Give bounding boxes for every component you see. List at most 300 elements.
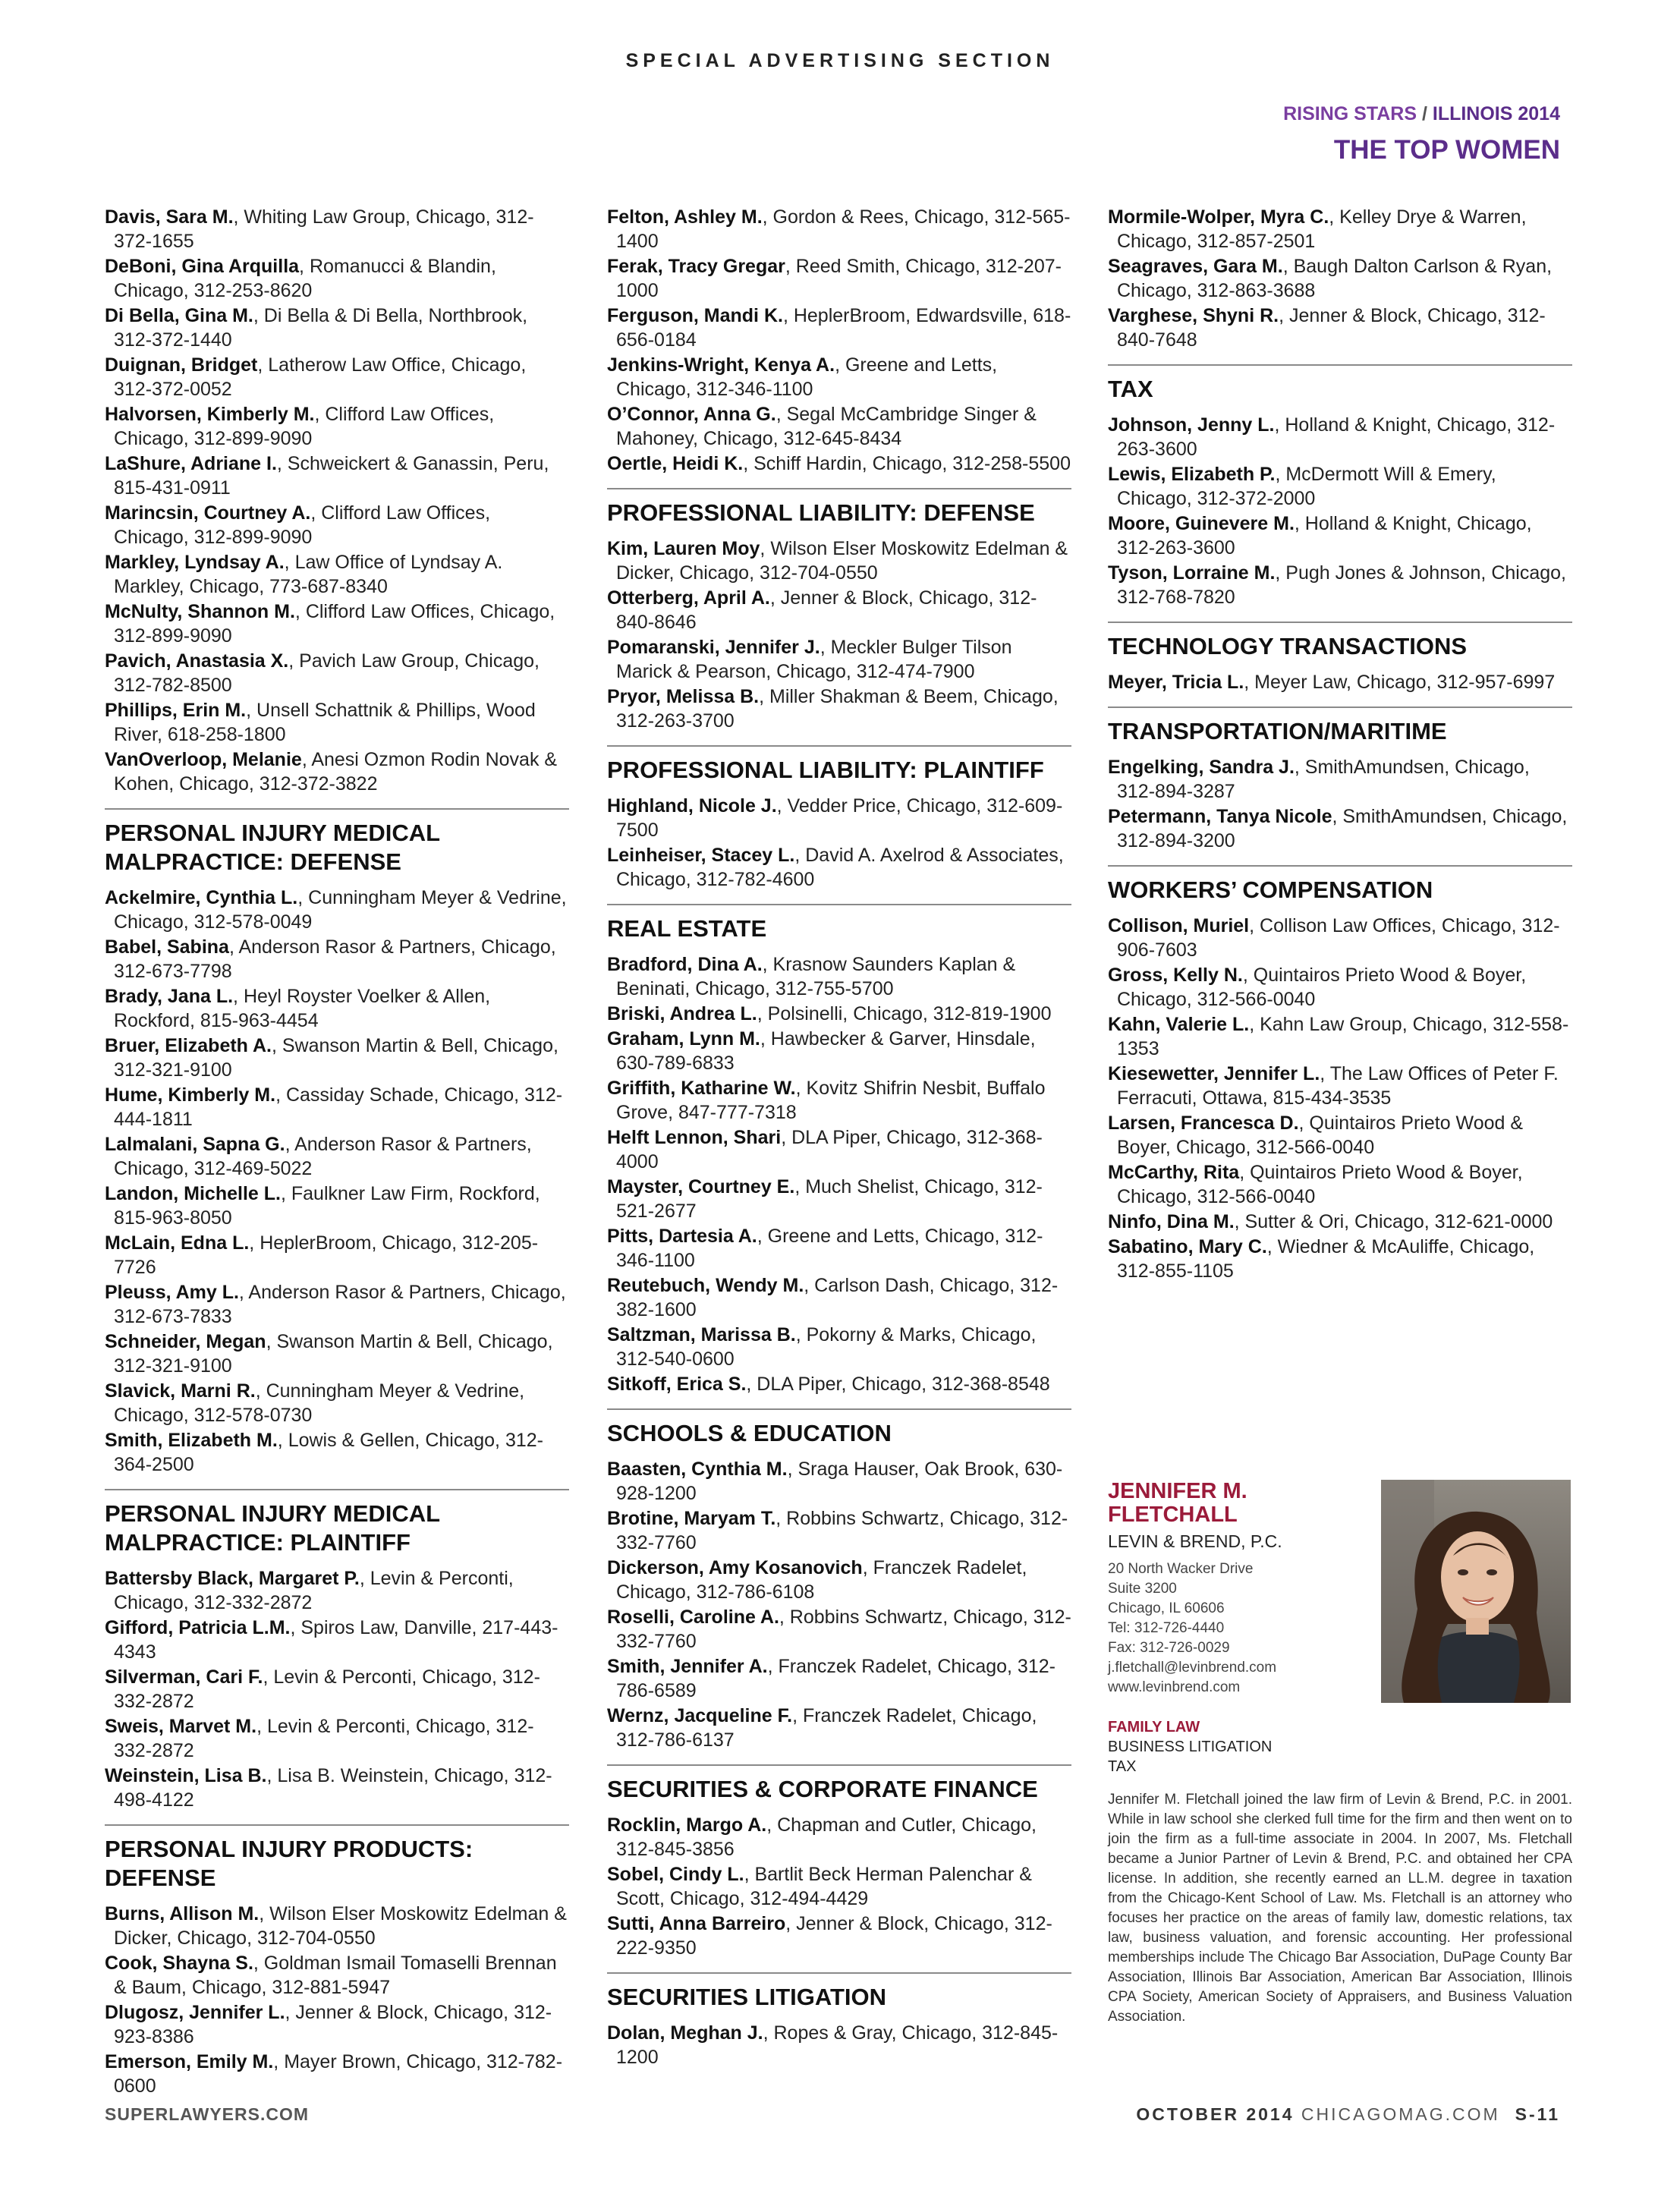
attorney-name: Hume, Kimberly M.: [105, 1084, 276, 1106]
attorney-listing: [105, 886, 569, 934]
attorney-listing: [1108, 670, 1572, 694]
attorney-listing: [607, 1002, 1071, 1026]
attorney-firm-contact: , Wilson Elser Moskowitz Edelman & Dicker, Chicago, 312-704-0550: [616, 538, 1068, 584]
attorney-name: Pomaranski, Jennifer J.: [607, 637, 820, 658]
attorney-firm-contact: , Robbins Schwartz, Chicago, 312-332-7760: [616, 1607, 1071, 1652]
magazine-site: CHICAGOMAG.COM: [1301, 2104, 1500, 2124]
attorney-name: Sabatino, Mary C.: [1108, 1236, 1267, 1257]
attorney-listing: [607, 1704, 1071, 1752]
attorney-firm-contact: , Spiros Law, Danville, 217-443-4343: [114, 1617, 558, 1663]
footer-website-link[interactable]: SUPERLAWYERS.COM: [105, 2104, 310, 2124]
attorney-firm-contact: , The Law Offices of Peter F. Ferracuti, Ottawa, 815-434-3535: [1117, 1063, 1559, 1109]
attorney-firm-contact: , McDermott Will & Emery, Chicago, 312-372-2000: [1117, 464, 1496, 509]
attorney-name: Phillips, Erin M.: [105, 700, 247, 721]
attorney-name: Ferguson, Mandi K.: [607, 305, 783, 326]
attorney-name: McNulty, Shannon M.: [105, 601, 295, 622]
attorney-firm-contact: , Pugh Jones & Johnson, Chicago, 312-768-7820: [1117, 562, 1566, 608]
attorney-firm-contact: , Miller Shakman & Beem, Chicago, 312-263-3700: [616, 686, 1059, 732]
profile-firm: LEVIN & BREND, P.C.: [1108, 1531, 1282, 1551]
attorney-listing: [607, 1027, 1071, 1075]
attorney-listing: [1108, 205, 1572, 253]
attorney-firm-contact: , Lisa B. Weinstein, Chicago, 312-498-4122: [114, 1765, 552, 1811]
section-divider: [1108, 622, 1572, 623]
attorney-firm-contact: , David A. Axelrod & Associates, Chicago, 312-782-4600: [616, 845, 1064, 890]
attorney-listing: [105, 1182, 569, 1230]
attorney-name: Dolan, Meghan J.: [607, 2022, 763, 2044]
attorney-listing: [607, 1372, 1071, 1396]
attorney-listing: [607, 684, 1071, 733]
rising-stars-label: RISING STARS: [1283, 103, 1417, 124]
section-heading: PERSONAL INJURY MEDICAL MALPRACTICE: DEFENSE: [105, 820, 440, 875]
attorney-firm-contact: , Clifford Law Offices, Chicago, 312-899-9090: [114, 601, 555, 647]
attorney-listing: [105, 1231, 569, 1279]
attorney-firm-contact: , Mayer Brown, Chicago, 312-782-0600: [114, 2051, 563, 2097]
attorney-firm-contact: , Greene and Letts, Chicago, 312-346-1100: [616, 354, 998, 400]
attorney-firm-contact: , Greene and Letts, Chicago, 312-346-1100: [616, 1226, 1043, 1271]
attorney-name: Emerson, Emily M.: [105, 2051, 274, 2072]
attorney-listing: [105, 1764, 569, 1812]
attorney-listing: [1108, 963, 1572, 1012]
attorney-name: Pavich, Anastasia X.: [105, 650, 289, 672]
attorney-name: Ferak, Tracy Gregar: [607, 256, 785, 277]
attorney-name: Sitkoff, Erica S.: [607, 1374, 747, 1395]
section-heading: SCHOOLS & EDUCATION: [607, 1420, 892, 1446]
attorney-name: Brady, Jana L.: [105, 986, 234, 1007]
listing-column-2: [607, 205, 1071, 2070]
attorney-firm-contact: , HeplerBroom, Edwardsville, 618-656-0184: [616, 305, 1071, 351]
state-year-label: ILLINOIS 2014: [1432, 103, 1560, 124]
attorney-listing: [607, 1862, 1071, 1911]
attorney-listing: [1108, 804, 1572, 853]
attorney-firm-contact: , Whiting Law Group, Chicago, 312-372-1655: [114, 206, 534, 252]
attorney-firm-contact: , Jenner & Block, Chicago, 312-222-9350: [616, 1913, 1052, 1959]
attorney-listing: [105, 984, 569, 1033]
address-line: Suite 3200: [1108, 1581, 1177, 1597]
attorney-name: Roselli, Caroline A.: [607, 1607, 779, 1628]
primary-practice-area: FAMILY LAW: [1108, 1719, 1200, 1736]
section-heading: PROFESSIONAL LIABILITY: DEFENSE: [607, 499, 1035, 526]
attorney-listing: [607, 353, 1071, 401]
attorney-name: Pryor, Melissa B.: [607, 686, 760, 707]
attorney-name: DeBoni, Gina Arquilla: [105, 256, 300, 277]
attorney-listing: [105, 1330, 569, 1378]
attorney-name: Ninfo, Dina M.: [1108, 1211, 1235, 1232]
attorney-name: Pitts, Dartesia A.: [607, 1226, 757, 1247]
attorney-name: Moore, Guinevere M.: [1108, 513, 1295, 534]
attorney-name: Felton, Ashley M.: [607, 206, 763, 228]
section-divider: [1108, 706, 1572, 708]
attorney-firm-contact: , Chapman and Cutler, Chicago, 312-845-3856: [616, 1814, 1037, 1860]
attorney-name: Smith, Jennifer A.: [607, 1656, 768, 1677]
attorney-firm-contact: , Jenner & Block, Chicago, 312-923-8386: [114, 2002, 552, 2047]
attorney-name: Briski, Andrea L.: [607, 1003, 757, 1024]
attorney-firm-contact: , Krasnow Saunders Kaplan & Beninati, Chicago, 312-755-5700: [616, 954, 1016, 999]
attorney-listing: [607, 1556, 1071, 1604]
attorney-firm-contact: , Pavich Law Group, Chicago, 312-782-8500: [114, 650, 540, 696]
attorney-name: Larsen, Francesca D.: [1108, 1112, 1299, 1134]
attorney-firm-contact: , Holland & Knight, Chicago, 312-263-3600: [1117, 414, 1556, 460]
profile-name-line2: FLETCHALL: [1108, 1503, 1238, 1527]
fax-line: Fax: 312-726-0029: [1108, 1640, 1230, 1656]
attorney-profile: [1108, 1480, 1572, 2027]
attorney-name: Battersby Black, Margaret P.: [105, 1568, 360, 1589]
attorney-listing: [607, 205, 1071, 253]
phone-line: Tel: 312-726-4440: [1108, 1620, 1225, 1636]
attorney-name: Johnson, Jenny L.: [1108, 414, 1275, 436]
attorney-listing: [1108, 1062, 1572, 1110]
attorney-firm-contact: , Kahn Law Group, Chicago, 312-558-1353: [1117, 1014, 1569, 1059]
attorney-name: Petermann, Tanya Nicole: [1108, 806, 1332, 827]
attorney-name: Oertle, Heidi K.: [607, 453, 744, 474]
attorney-name: McLain, Edna L.: [105, 1232, 250, 1254]
attorney-name: Mayster, Courtney E.: [607, 1176, 795, 1197]
attorney-name: Bruer, Elizabeth A.: [105, 1035, 272, 1056]
attorney-firm-contact: , Schiff Hardin, Chicago, 312-258-5500: [743, 453, 1071, 474]
attorney-listing: [607, 1224, 1071, 1273]
attorney-firm-contact: , Quintairos Prieto Wood & Boyer, Chicago, 312-566-0040: [1117, 1112, 1524, 1158]
section-heading: REAL ESTATE: [607, 915, 767, 942]
attorney-firm-contact: , Bartlit Beck Herman Palenchar & Scott, Chicago, 312-494-4429: [616, 1864, 1032, 1909]
attorney-listing: [607, 2021, 1071, 2069]
section-divider: [1108, 865, 1572, 867]
attorney-firm-contact: , Jenner & Block, Chicago, 312-840-8646: [616, 587, 1037, 633]
attorney-firm-contact: , Holland & Knight, Chicago, 312-263-3600: [1117, 513, 1532, 559]
attorney-listing: [105, 1083, 569, 1131]
attorney-listing: [1108, 462, 1572, 511]
attorney-name: Slavick, Marni R.: [105, 1380, 256, 1402]
attorney-listing: [105, 205, 569, 253]
attorney-name: Seagraves, Gara M.: [1108, 256, 1283, 277]
attorney-listing: [105, 1379, 569, 1427]
attorney-listing: [105, 1951, 569, 2000]
attorney-listing: [607, 1457, 1071, 1506]
attorney-listing: [607, 1912, 1071, 1960]
attorney-firm-contact: , Schweickert & Ganassin, Peru, 815-431-0911: [114, 453, 549, 499]
attorney-listing: [607, 1506, 1071, 1555]
section-divider: [607, 1764, 1071, 1766]
attorney-firm-contact: , Unsell Schattnik & Phillips, Wood River, 618-258-1800: [114, 700, 536, 745]
attorney-firm-contact: , Pokorny & Marks, Chicago, 312-540-0600: [616, 1324, 1037, 1370]
attorney-firm-contact: , Anesi Ozmon Rodin Novak & Kohen, Chicago, 312-372-3822: [114, 749, 558, 795]
attorney-listing: [607, 952, 1071, 1001]
attorney-firm-contact: , Faulkner Law Firm, Rockford, 815-963-8050: [114, 1183, 540, 1229]
attorney-listing: [105, 1034, 569, 1082]
attorney-name: Jenkins-Wright, Kenya A.: [607, 354, 835, 376]
attorney-firm-contact: , Goldman Ismail Tomaselli Brennan & Baum, Chicago, 312-881-5947: [114, 1953, 557, 1998]
section-divider: [607, 1972, 1071, 1974]
attorney-listing: [105, 747, 569, 796]
attorney-listing: [1108, 511, 1572, 560]
attorney-listing: [105, 402, 569, 451]
attorney-firm-contact: , Lowis & Gellen, Chicago, 312-364-2500: [114, 1430, 543, 1475]
attorney-listing: [105, 698, 569, 747]
attorney-firm-contact: , Clifford Law Offices, Chicago, 312-899-9090: [114, 502, 491, 548]
attorney-name: Lalmalani, Sapna G.: [105, 1134, 285, 1155]
attorney-name: Lewis, Elizabeth P.: [1108, 464, 1276, 485]
attorney-listing: [105, 1428, 569, 1477]
attorney-firm-contact: , Law Office of Lyndsay A. Markley, Chicago, 773-687-8340: [114, 552, 503, 597]
practice-area: BUSINESS LITIGATION: [1108, 1739, 1273, 1755]
attorney-listing: [105, 501, 569, 549]
attorney-firm-contact: , Wilson Elser Moskowitz Edelman & Dicker, Chicago, 312-704-0550: [114, 1903, 567, 1949]
attorney-name: Weinstein, Lisa B.: [105, 1765, 267, 1786]
section-heading: SECURITIES & CORPORATE FINANCE: [607, 1776, 1038, 1802]
attorney-firm-contact: , Hawbecker & Garver, Hinsdale, 630-789-6833: [616, 1028, 1036, 1074]
attorney-listing: [607, 1273, 1071, 1322]
attorney-name: Ackelmire, Cynthia L.: [105, 887, 298, 908]
attorney-name: Bradford, Dina A.: [607, 954, 763, 975]
attorney-name: Kahn, Valerie L.: [1108, 1014, 1250, 1035]
attorney-firm-contact: , Meckler Bulger Tilson Marick & Pearson, Chicago, 312-474-7900: [616, 637, 1012, 682]
attorney-name: Schneider, Megan: [105, 1331, 266, 1352]
profile-name-line1: JENNIFER M.: [1108, 1479, 1247, 1503]
attorney-firm-contact: , Franczek Radelet, Chicago, 312-786-6137: [616, 1705, 1037, 1751]
attorney-listing: [607, 452, 1071, 476]
attorney-firm-contact: , Levin & Perconti, Chicago, 312-332-2872: [114, 1568, 514, 1613]
profile-bio: Jennifer M. Fletchall joined the law firm of Levin & Brend, P.C. in 2001. While in law school she clerked full time for the firm and then went on to join the firm as a full-time associate in 2004. In 2007, Ms. Fletchall became a Junior Partner of Levin & Brend, P.C. and obtained her CPA license. In addition, she recently earned an LL.M. degree in taxation from the Chicago-Kent School of Law. Ms. Fletchall is an attorney who focuses her practice on the areas of family law, domestic relations, tax law, business valuation, and forensic accounting. Her professional memberships include The Chicago Bar Association, DuPage County Bar Association, Illinois Bar Association, American Bar Association, Illinois CPA Society, American Society of Appraisers, and Business Valuation Association.: [1108, 1792, 1572, 2025]
attorney-listing: [105, 1280, 569, 1329]
attorney-name: Graham, Lynn M.: [607, 1028, 760, 1050]
attorney-name: Gifford, Patricia L.M.: [105, 1617, 291, 1638]
attorney-firm-contact: , DLA Piper, Chicago, 312-368-8548: [746, 1374, 1050, 1395]
issue-date: OCTOBER 2014: [1136, 2104, 1295, 2124]
attorney-firm-contact: , DLA Piper, Chicago, 312-368-4000: [616, 1127, 1043, 1172]
attorney-listing: [607, 1605, 1071, 1654]
attorney-firm-contact: , Reed Smith, Chicago, 312-207-1000: [616, 256, 1062, 301]
attorney-firm-contact: , Clifford Law Offices, Chicago, 312-899-9090: [114, 404, 495, 449]
attorney-firm-contact: , Cunningham Meyer & Vedrine, Chicago, 312-578-0730: [114, 1380, 525, 1426]
attorney-firm-contact: , Robbins Schwartz, Chicago, 312-332-7760: [616, 1508, 1068, 1553]
attorney-name: Helft Lennon, Shari: [607, 1127, 782, 1148]
address-line: Chicago, IL 60606: [1108, 1600, 1225, 1616]
attorney-listing: [105, 1714, 569, 1763]
section-divider: [105, 808, 569, 810]
attorney-name: Silverman, Cari F.: [105, 1666, 263, 1688]
attorney-name: Burns, Allison M.: [105, 1903, 260, 1924]
attorney-listing: [105, 599, 569, 648]
attorney-listing: [105, 254, 569, 303]
listing-column-3: [1108, 205, 1572, 1284]
practice-areas: [1108, 1717, 1572, 1776]
attorney-firm-contact: , Meyer Law, Chicago, 312-957-6997: [1244, 672, 1556, 693]
attorney-listing: [105, 649, 569, 697]
attorney-listing: [1108, 561, 1572, 609]
attorney-listing: [607, 586, 1071, 634]
attorney-name: Landon, Michelle L.: [105, 1183, 281, 1204]
attorney-listing: [105, 1665, 569, 1714]
attorney-firm-contact: , Kelley Drye & Warren, Chicago, 312-857-2501: [1117, 206, 1527, 252]
attorney-firm-contact: , Sutter & Ori, Chicago, 312-621-0000: [1234, 1211, 1553, 1232]
attorney-name: Tyson, Lorraine M.: [1108, 562, 1276, 584]
attorney-name: O’Connor, Anna G.: [607, 404, 776, 425]
attorney-name: Varghese, Shyni R.: [1108, 305, 1279, 326]
attorney-listing: [1108, 1210, 1572, 1234]
section-heading: TRANSPORTATION/MARITIME: [1108, 718, 1447, 744]
attorney-listing: [1108, 1235, 1572, 1283]
attorney-firm-contact: , Sraga Hauser, Oak Brook, 630-928-1200: [616, 1459, 1063, 1504]
attorney-name: Gross, Kelly N.: [1108, 965, 1243, 986]
attorney-listing: [607, 304, 1071, 352]
section-heading: TAX: [1108, 376, 1153, 402]
attorney-firm-contact: , Levin & Perconti, Chicago, 312-332-2872: [114, 1716, 534, 1761]
attorney-listing: [105, 1132, 569, 1181]
section-divider: [607, 488, 1071, 489]
attorney-name: Mormile-Wolper, Myra C.: [1108, 206, 1329, 228]
rising-stars-heading: [1283, 103, 1560, 125]
attorney-name: Dlugosz, Jennifer L.: [105, 2002, 285, 2023]
attorney-name: Engelking, Sandra J.: [1108, 757, 1295, 778]
section-divider: [607, 904, 1071, 905]
attorney-listing: [607, 1125, 1071, 1174]
attorney-listing: [1108, 1111, 1572, 1160]
attorney-firm-contact: , Ropes & Gray, Chicago, 312-845-1200: [616, 2022, 1059, 2068]
attorney-firm-contact: , Cunningham Meyer & Vedrine, Chicago, 312-578-0049: [114, 887, 567, 933]
page-number: S-11: [1515, 2104, 1560, 2124]
attorney-name: LaShure, Adriane I.: [105, 453, 277, 474]
address-line: 20 North Wacker Drive: [1108, 1561, 1254, 1577]
attorney-firm-contact: , HeplerBroom, Chicago, 312-205-7726: [114, 1232, 539, 1278]
attorney-name: Griffith, Katharine W.: [607, 1078, 796, 1099]
attorney-listing: [607, 1076, 1071, 1125]
footer-folio: [1136, 2104, 1560, 2125]
attorney-firm-contact: , Franczek Radelet, Chicago, 312-786-6108: [616, 1557, 1027, 1603]
portrait-image: [1381, 1480, 1571, 1703]
attorney-listing: [105, 1616, 569, 1664]
profile-name: [1108, 1480, 1381, 1527]
attorney-firm-contact: , SmithAmundsen, Chicago, 312-894-3287: [1117, 757, 1530, 802]
attorney-listing: [607, 794, 1071, 842]
attorney-firm-contact: , Jenner & Block, Chicago, 312-840-7648: [1117, 305, 1546, 351]
section-divider: [105, 1489, 569, 1490]
attorney-listing: [1108, 1160, 1572, 1209]
page-subtitle: THE TOP WOMEN: [1333, 135, 1560, 165]
attorney-listing: [105, 2050, 569, 2098]
attorney-listing: [607, 254, 1071, 303]
attorney-listing: [1108, 755, 1572, 804]
section-heading: PROFESSIONAL LIABILITY: PLAINTIFF: [607, 757, 1044, 783]
attorney-firm-contact: , Latherow Law Office, Chicago, 312-372-0052: [114, 354, 527, 400]
attorney-listing: [1108, 254, 1572, 303]
attorney-firm-contact: , Collison Law Offices, Chicago, 312-906-7603: [1117, 915, 1560, 961]
attorney-listing: [607, 1813, 1071, 1861]
attorney-name: Rocklin, Margo A.: [607, 1814, 767, 1836]
attorney-name: Meyer, Tricia L.: [1108, 672, 1244, 693]
attorney-name: Marincsin, Courtney A.: [105, 502, 311, 524]
listing-column-1: [105, 205, 569, 2099]
attorney-listing: [607, 1323, 1071, 1371]
attorney-firm-contact: , Wiedner & McAuliffe, Chicago, 312-855-1105: [1117, 1236, 1535, 1282]
attorney-firm-contact: , Swanson Martin & Bell, Chicago, 312-321-9100: [114, 1035, 558, 1081]
attorney-name: Di Bella, Gina M.: [105, 305, 253, 326]
attorney-listing: [607, 635, 1071, 684]
attorney-name: Pleuss, Amy L.: [105, 1282, 239, 1303]
attorney-firm-contact: , Anderson Rasor & Partners, Chicago, 312-673-7798: [114, 936, 556, 982]
attorney-listing: [105, 452, 569, 500]
attorney-name: Wernz, Jacqueline F.: [607, 1705, 793, 1726]
attorney-firm-contact: , Segal McCambridge Singer & Mahoney, Chicago, 312-645-8434: [616, 404, 1037, 449]
attorney-listing: [1108, 914, 1572, 962]
attorney-listing: [105, 353, 569, 401]
attorney-firm-contact: , SmithAmundsen, Chicago, 312-894-3200: [1117, 806, 1568, 851]
attorney-name: Kiesewetter, Jennifer L.: [1108, 1063, 1320, 1084]
attorney-name: Brotine, Maryam T.: [607, 1508, 776, 1529]
attorney-firm-contact: , Carlson Dash, Chicago, 312-382-1600: [616, 1275, 1059, 1320]
attorney-listing: [607, 1175, 1071, 1223]
profile-photo: [1381, 1480, 1571, 1703]
attorney-name: Halvorsen, Kimberly M.: [105, 404, 315, 425]
attorney-name: Cook, Shayna S.: [105, 1953, 253, 1974]
attorney-firm-contact: , Franczek Radelet, Chicago, 312-786-6589: [616, 1656, 1056, 1701]
section-divider: [607, 1408, 1071, 1410]
attorney-firm-contact: , Gordon & Rees, Chicago, 312-565-1400: [616, 206, 1071, 252]
attorney-listing: [105, 1566, 569, 1615]
attorney-listing: [105, 550, 569, 599]
attorney-listing: [1108, 1012, 1572, 1061]
heading-separator: /: [1417, 103, 1433, 124]
section-heading: SECURITIES LITIGATION: [607, 1984, 886, 2010]
section-divider: [1108, 364, 1572, 366]
attorney-listing: [1108, 413, 1572, 461]
attorney-firm-contact: , Kovitz Shifrin Nesbit, Buffalo Grove, 847-777-7318: [616, 1078, 1046, 1123]
attorney-name: Sutti, Anna Barreiro: [607, 1913, 786, 1934]
attorney-name: McCarthy, Rita: [1108, 1162, 1240, 1183]
attorney-firm-contact: , Much Shelist, Chicago, 312-521-2677: [616, 1176, 1043, 1222]
attorney-firm-contact: , Baugh Dalton Carlson & Ryan, Chicago, 312-863-3688: [1117, 256, 1553, 301]
attorney-name: Duignan, Bridget: [105, 354, 258, 376]
attorney-firm-contact: , Levin & Perconti, Chicago, 312-332-2872: [114, 1666, 540, 1712]
practice-area: TAX: [1108, 1758, 1137, 1775]
attorney-firm-contact: , Heyl Royster Voelker & Allen, Rockford, 815-963-4454: [114, 986, 491, 1031]
attorney-listing: [607, 843, 1071, 892]
attorney-listing: [1108, 304, 1572, 352]
attorney-firm-contact: , Di Bella & Di Bella, Northbrook, 312-372-1440: [114, 305, 528, 351]
attorney-name: Leinheiser, Stacey L.: [607, 845, 795, 866]
attorney-listing: [607, 402, 1071, 451]
attorney-listing: [607, 537, 1071, 585]
attorney-name: VanOverloop, Melanie: [105, 749, 302, 770]
section-heading: WORKERS’ COMPENSATION: [1108, 876, 1433, 903]
attorney-firm-contact: , Anderson Rasor & Partners, Chicago, 312-673-7833: [114, 1282, 566, 1327]
section-divider: [105, 1824, 569, 1826]
attorney-firm-contact: , Cassiday Schade, Chicago, 312-444-1811: [114, 1084, 563, 1130]
attorney-name: Otterberg, April A.: [607, 587, 770, 609]
attorney-firm-contact: , Quintairos Prieto Wood & Boyer, Chicago, 312-566-0040: [1117, 965, 1527, 1010]
attorney-firm-contact: , Swanson Martin & Bell, Chicago, 312-321-9100: [114, 1331, 553, 1377]
section-divider: [607, 745, 1071, 747]
attorney-name: Dickerson, Amy Kosanovich: [607, 1557, 863, 1578]
attorney-name: Reutebuch, Wendy M.: [607, 1275, 804, 1296]
attorney-name: Saltzman, Marissa B.: [607, 1324, 796, 1345]
attorney-listing: [105, 935, 569, 983]
attorney-listing: [105, 1902, 569, 1950]
website-link[interactable]: www.levinbrend.com: [1108, 1679, 1241, 1695]
attorney-firm-contact: , Polsinelli, Chicago, 312-819-1900: [757, 1003, 1052, 1024]
section-heading: TECHNOLOGY TRANSACTIONS: [1108, 633, 1468, 659]
section-label: SPECIAL ADVERTISING SECTION: [625, 50, 1055, 71]
attorney-name: Highland, Nicole J.: [607, 795, 777, 817]
attorney-name: Sobel, Cindy L.: [607, 1864, 744, 1885]
attorney-firm-contact: , Quintairos Prieto Wood & Boyer, Chicago, 312-566-0040: [1117, 1162, 1523, 1207]
attorney-name: Baasten, Cynthia M.: [607, 1459, 788, 1480]
email-link[interactable]: j.fletchall@levinbrend.com: [1108, 1660, 1277, 1676]
section-heading: PERSONAL INJURY MEDICAL MALPRACTICE: PLAINTIFF: [105, 1500, 440, 1556]
attorney-firm-contact: , Vedder Price, Chicago, 312-609-7500: [616, 795, 1063, 841]
attorney-name: Markley, Lyndsay A.: [105, 552, 285, 573]
attorney-firm-contact: , Romanucci & Blandin, Chicago, 312-253-8620: [114, 256, 496, 301]
attorney-name: Babel, Sabina: [105, 936, 229, 958]
attorney-firm-contact: , Anderson Rasor & Partners, Chicago, 312-469-5022: [114, 1134, 532, 1179]
attorney-name: Davis, Sara M.: [105, 206, 234, 228]
